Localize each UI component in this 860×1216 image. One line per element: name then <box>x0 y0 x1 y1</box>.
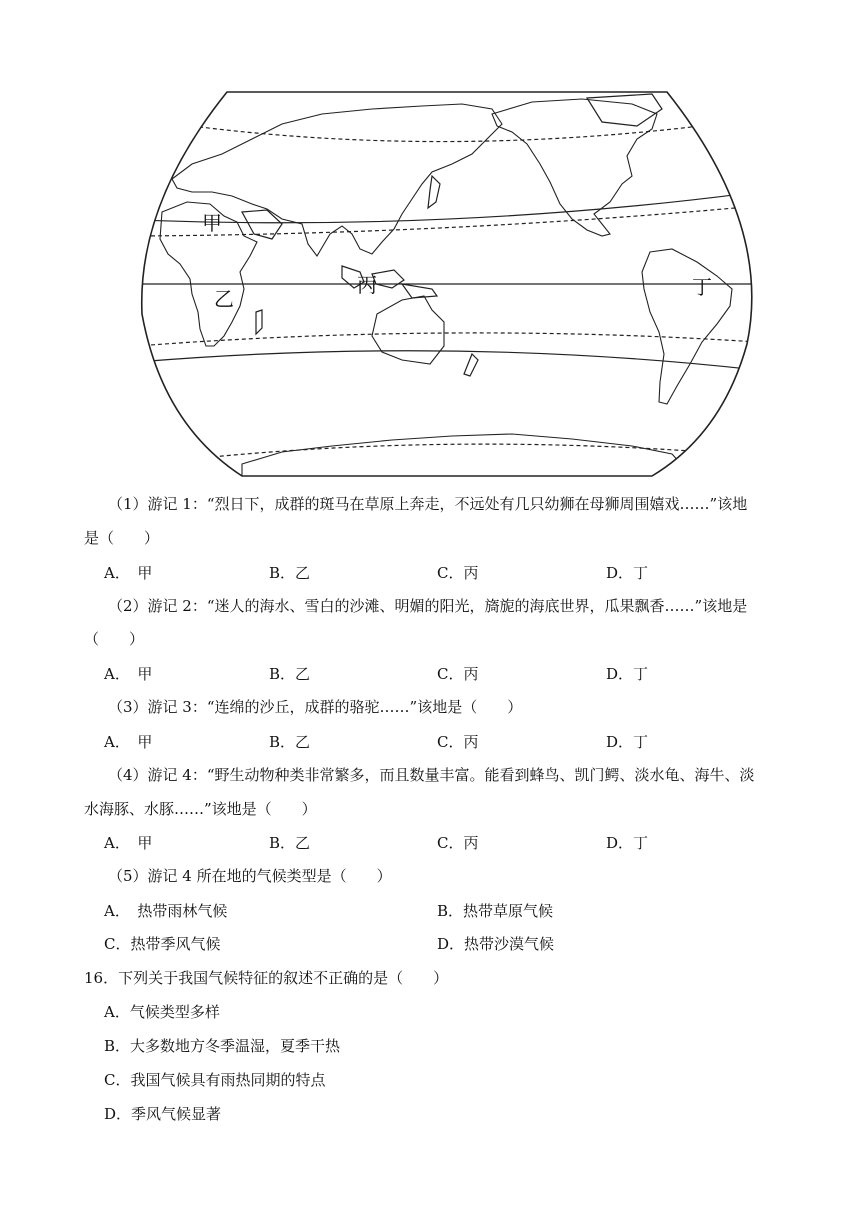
question-2-option-b[interactable]: B．乙 <box>269 665 311 683</box>
question-16-option-c[interactable]: C．我国气候具有雨热同期的特点 <box>104 1071 326 1089</box>
question-1-option-c[interactable]: C．丙 <box>437 564 479 582</box>
antarctica <box>242 434 692 476</box>
question-2-option-d[interactable]: D．丁 <box>606 665 649 683</box>
question-5-option-b[interactable]: B．热带草原气候 <box>437 902 554 920</box>
question-1-option-a[interactable]: A． 甲 <box>104 564 153 582</box>
question-5-stem: （5）游记 4 所在地的气候类型是（ ） <box>108 867 392 885</box>
question-3-stem: （3）游记 3：“连绵的沙丘，成群的骆驼……”该地是（ ） <box>108 698 523 716</box>
question-4-stem-cont: 水海豚、水豚……”该地是（ ） <box>84 800 317 818</box>
question-3-option-c[interactable]: C．丙 <box>437 733 479 751</box>
question-16-option-d[interactable]: D．季风气候显著 <box>104 1105 222 1123</box>
tropic-of-capricorn <box>137 333 757 346</box>
question-5-option-c[interactable]: C．热带季风气候 <box>104 935 221 953</box>
world-map <box>132 84 762 480</box>
tropic-of-cancer <box>137 206 757 236</box>
madagascar <box>256 310 262 334</box>
question-2-stem-cont: （ ） <box>84 630 145 648</box>
northern-solid-line <box>137 192 757 223</box>
question-4-option-c[interactable]: C．丙 <box>437 834 479 852</box>
question-1-stem: （1）游记 1：“烈日下，成群的斑马在草原上奔走，不远处有几只幼狮在母狮周围嬉戏……”该地 <box>108 495 748 513</box>
question-4-option-b[interactable]: B．乙 <box>269 834 311 852</box>
arctic-circle <box>192 122 732 142</box>
question-2-stem: （2）游记 2：“迷人的海水、雪白的沙滩、明媚的阳光，旖旎的海底世界，瓜果飘香……”该地是 <box>108 597 748 615</box>
label-jia: 甲 <box>202 211 222 235</box>
question-5-option-d[interactable]: D．热带沙漠气候 <box>437 935 555 953</box>
question-2-option-c[interactable]: C．丙 <box>437 665 479 683</box>
question-16-option-a[interactable]: A．气候类型多样 <box>104 1003 220 1021</box>
antarctic-circle <box>192 444 732 459</box>
question-4-option-d[interactable]: D．丁 <box>606 834 649 852</box>
question-5-option-a[interactable]: A． 热带雨林气候 <box>104 902 228 920</box>
new-zealand <box>464 354 478 376</box>
label-ding: 丁 <box>692 275 712 299</box>
label-bing: 丙 <box>357 273 377 297</box>
question-16-option-b[interactable]: B．大多数地方冬季温湿，夏季干热 <box>104 1037 341 1055</box>
greenland <box>587 94 662 126</box>
question-1-option-b[interactable]: B．乙 <box>269 564 311 582</box>
japan <box>428 176 440 208</box>
question-3-option-d[interactable]: D．丁 <box>606 733 649 751</box>
question-4-option-a[interactable]: A． 甲 <box>104 834 153 852</box>
question-1-option-d[interactable]: D．丁 <box>606 564 649 582</box>
question-3-option-b[interactable]: B．乙 <box>269 733 311 751</box>
question-4-stem: （4）游记 4：“野生动物种类非常繁多，而且数量丰富。能看到蜂鸟、凯门鳄、淡水龟、海牛、淡 <box>108 766 755 784</box>
australia <box>372 296 444 364</box>
label-yi: 乙 <box>214 287 234 311</box>
question-1-stem-cont: 是（ ） <box>84 529 160 547</box>
south-america <box>642 249 732 404</box>
question-16-stem: 16．下列关于我国气候特征的叙述不正确的是（ ） <box>84 969 449 987</box>
question-3-option-a[interactable]: A． 甲 <box>104 733 153 751</box>
question-2-option-a[interactable]: A． 甲 <box>104 665 153 683</box>
